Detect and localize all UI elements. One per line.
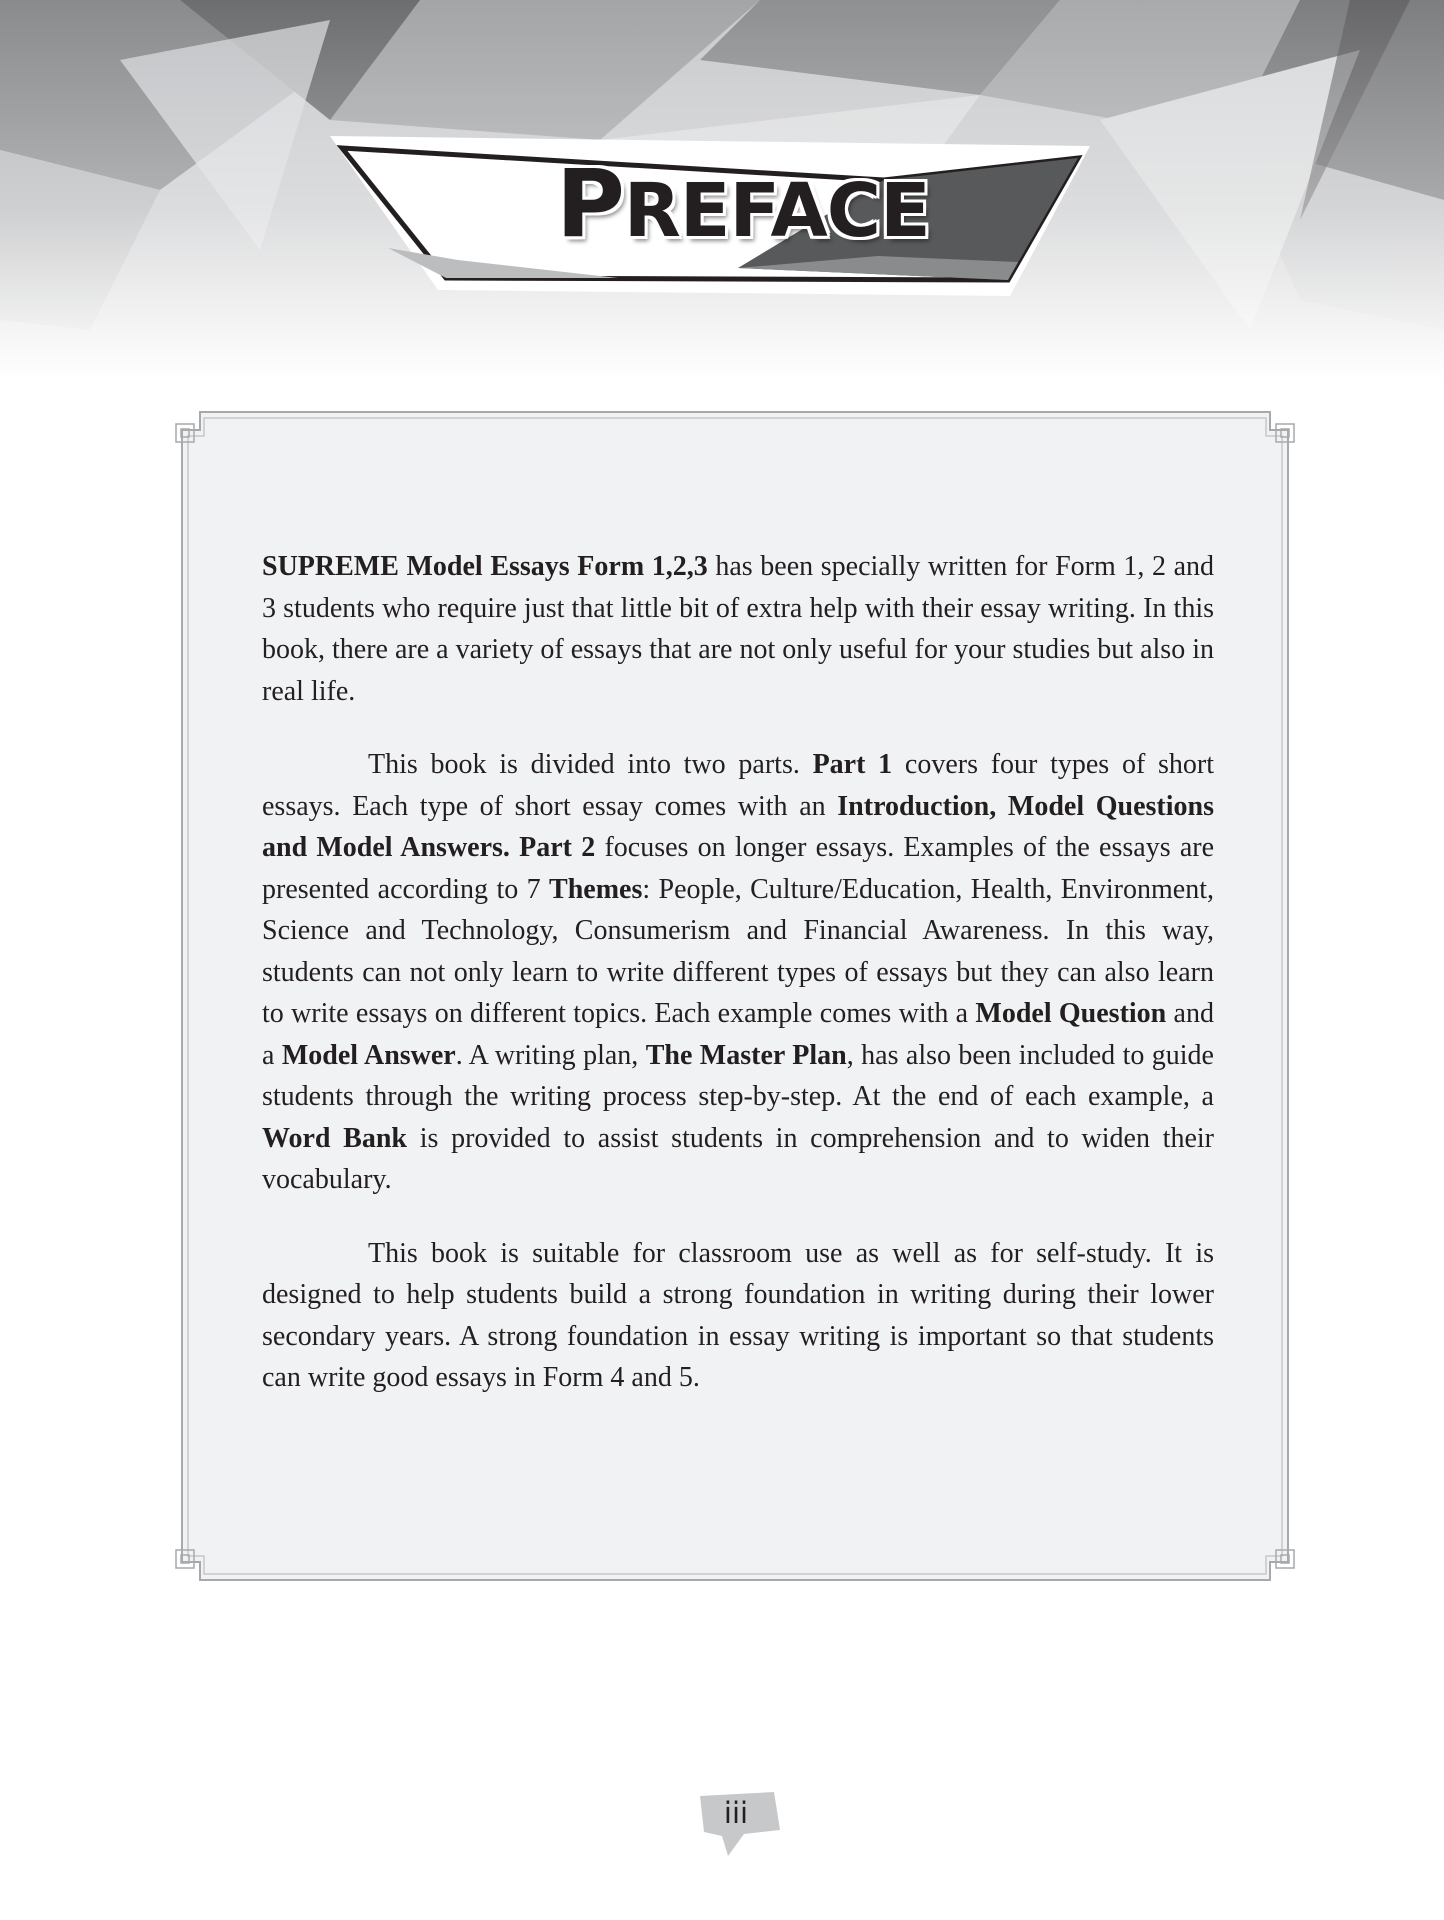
structure-bold-1: Part 1 [812,749,893,780]
page-title-rest: REFACE [623,168,930,254]
intro-text: has been specially written for Form 1, 2 and 3 students who require just that little bit of extra help with their essay writing. In this book, there are a variety of essays that are not only useful for your studies but also in real life. [262,551,1214,707]
structure-bold-2: Introduction, Model Questions and Model Answers. Part 2 [262,790,1215,863]
structure-text-8: is provided to assist students in comprehension and to widen their vocabulary. [262,1122,1214,1195]
structure-text-4: : People, Culture/Education, Health, Environment, Science and Technology, Consumerism and Financial Awareness. In this way, students can not only learn to write different types of essays but they can also learn to write essays on different topics. Each example comes with a [262,873,1214,1029]
book-title: SUPREME Model Essays Form 1,2,3 [262,551,708,582]
structure-bold-4: Model Question [975,998,1167,1029]
structure-bold-5: Model Answer [281,1039,456,1071]
structure-text-7: , has also been included to guide students through the writing process step-by-step. At the end of each example, a [262,1039,1214,1112]
structure-bold-7: Word Bank [262,1122,407,1154]
paragraph-intro [262,546,1214,712]
preface-body [262,546,1214,1431]
page-number: iii [723,1796,749,1830]
structure-text-6: . A writing plan, [455,1039,646,1071]
structure-text-2: covers four types of short essays. Each type of short essay comes with an [262,749,1214,822]
structure-bold-6: The Master Plan [645,1039,847,1071]
structure-text-3: focuses on longer essays. Examples of the essays are presented according to 7 [262,832,1214,905]
page-title-initial: P [556,150,624,259]
structure-text-1: This book is divided into two parts. [368,749,813,780]
page-title [556,150,930,259]
structure-text-5: and a [262,998,1214,1071]
paragraph-structure [262,744,1214,1201]
structure-bold-3: Themes [549,873,643,905]
paragraph-usage: This book is suitable for classroom use as well as for self-study. It is designed to help students build a strong foundation in writing during their lower secondary years. A strong foundation in essay writing is important so that students can write good essays in Form 4 and 5. [262,1237,1214,1393]
